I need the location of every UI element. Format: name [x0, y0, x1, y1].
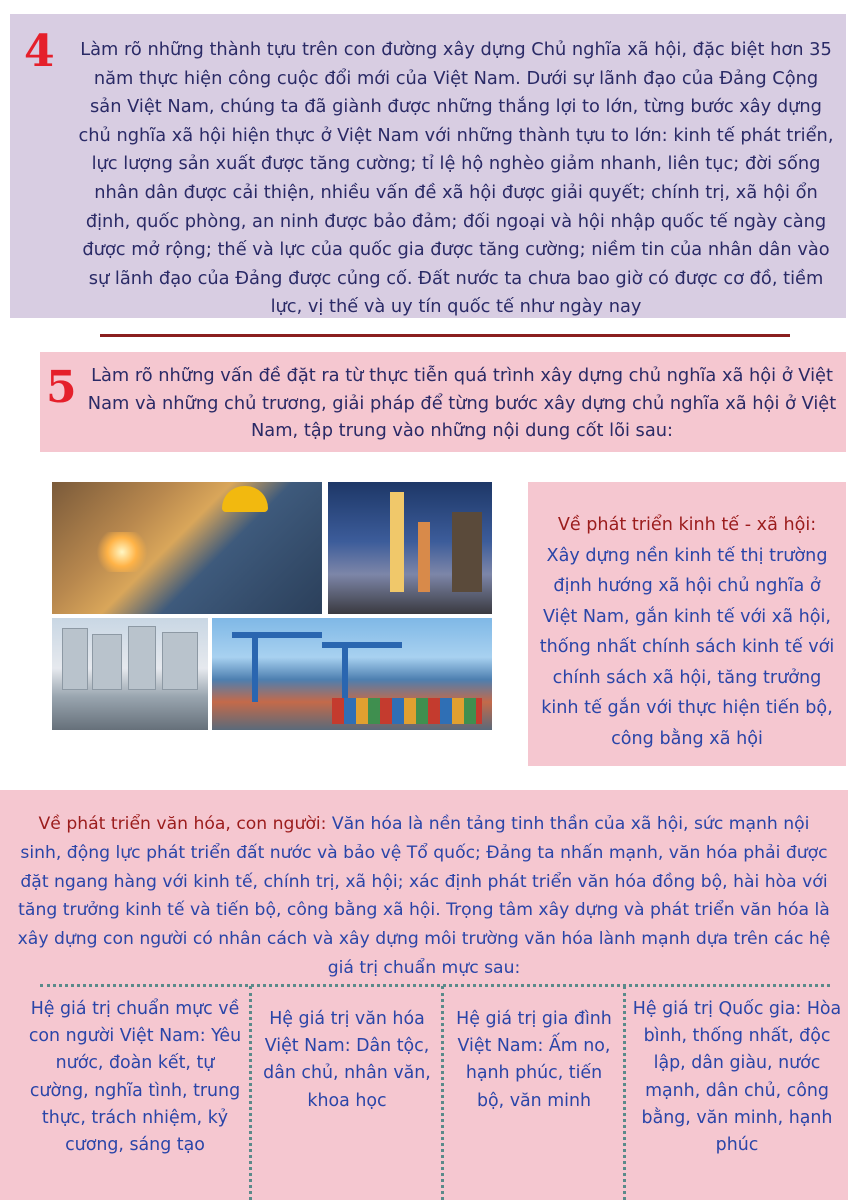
port-crane [252, 632, 258, 702]
building [62, 628, 88, 690]
section-5-number: 5 [46, 362, 77, 413]
section-4-box [10, 14, 846, 318]
photo-industrial-worker [52, 482, 322, 614]
photo-container-port [212, 618, 492, 730]
value-system-family: Hệ giá trị gia đình Việt Nam: Ấm no, hạnh phúc, tiến bộ, văn minh [456, 1009, 612, 1111]
column-divider [441, 986, 444, 1200]
column-divider [623, 986, 626, 1200]
column-divider [249, 986, 252, 1200]
section-4-number: 4 [24, 26, 55, 77]
section-5-text: Làm rõ những vấn đề đặt ra từ thực tiễn quá trình xây dựng chủ nghĩa xã hội ở Việt Nam và những chủ trương, giải pháp để từng bước xây dựng chủ nghĩa xã hội ở Việt Nam, tập trung vào những nội dung cốt lõi sau: [87, 365, 837, 441]
culture-body: Văn hóa là nền tảng tinh thần của xã hội, sức mạnh nội sinh, động lực phát triển đất nước và bảo vệ Tổ quốc; Đảng ta nhấn mạnh, văn hóa phải được đặt ngang hàng với kinh tế, chính trị, xã hội; xác định phát triển văn hóa đồng bộ, hài hòa với tăng trưởng kinh tế và tiến bộ, công bằng xã hội. Trọng tâm xây dựng và phát triển văn hóa là xây dựng con người có nhân cách và xây dựng môi trường văn hóa lành mạnh dựa trên các hệ giá trị chuẩn mực sau: [17, 814, 831, 978]
section-5-box [40, 352, 846, 452]
photo-city-skyline [328, 482, 492, 614]
hard-hat [222, 486, 268, 512]
building [452, 512, 482, 592]
economy-heading: Về phát triển kinh tế - xã hội: [557, 515, 817, 535]
section-divider [100, 334, 790, 337]
section-4-text: Làm rõ những thành tựu trên con đường xây dựng Chủ nghĩa xã hội, đặc biệt hơn 35 năm thực hiện công cuộc đổi mới của Việt Nam. Dưới sự lãnh đạo của Đảng Cộng sản Việt Nam, chúng ta đã giành được những thắng lợi to lớn, từng bước xây dựng chủ nghĩa xã hội hiện thực ở Việt Nam với những thành tựu to lớn: kinh tế phát triển, lực lượng sản xuất được tăng cường; tỉ lệ hộ nghèo giảm nhanh, liên tục; đời sống nhân dân được cải thiện, nhiều vấn đề xã hội được giải quyết; chính trị, xã hội ổn định, quốc phòng, an ninh được bảo đảm; đối ngoại và hội nhập quốc tế ngày càng được mở rộng; thế và lực của quốc gia được tăng cường; niềm tin của nhân dân vào sự lãnh đạo của Đảng được củng cố. Đất nước ta chưa bao giờ có được cơ đồ, tiềm lực, vị thế và uy tín quốc tế như ngày nay [78, 39, 834, 318]
economy-text [536, 510, 838, 754]
economy-box [528, 482, 846, 766]
skyscraper [390, 492, 404, 592]
culture-text [16, 810, 832, 983]
value-system-nation: Hệ giá trị Quốc gia: Hòa bình, thống nhất, độc lập, dân giàu, nước mạnh, dân chủ, công bằng, văn minh, hạnh phúc [632, 999, 842, 1156]
culture-heading: Về phát triển văn hóa, con người: [38, 814, 327, 834]
port-crane [342, 642, 348, 702]
value-system-culture: Hệ giá trị văn hóa Việt Nam: Dân tộc, dân chủ, nhân văn, khoa học [263, 1009, 431, 1111]
welding-sparks [92, 532, 152, 572]
building [162, 632, 198, 690]
building [128, 626, 156, 690]
value-system-people: Hệ giá trị chuẩn mực về con người Việt Nam: Yêu nước, đoàn kết, tự cường, nghĩa tình, trung thực, trách nhiệm, kỷ cương, sáng tạo [28, 999, 242, 1156]
building [92, 634, 122, 690]
building [418, 522, 430, 592]
port-crane-arm [322, 642, 402, 648]
dotted-separator [40, 984, 830, 987]
port-crane-arm [232, 632, 322, 638]
photo-highway-buildings [52, 618, 208, 730]
containers [332, 698, 482, 724]
economy-body: Xây dựng nền kinh tế thị trường định hướng xã hội chủ nghĩa ở Việt Nam, gắn kinh tế với xã hội, thống nhất chính sách kinh tế với chính sách xã hội, tăng trưởng kinh tế gắn với thực hiện tiến bộ, công bằng xã hội [539, 545, 835, 749]
